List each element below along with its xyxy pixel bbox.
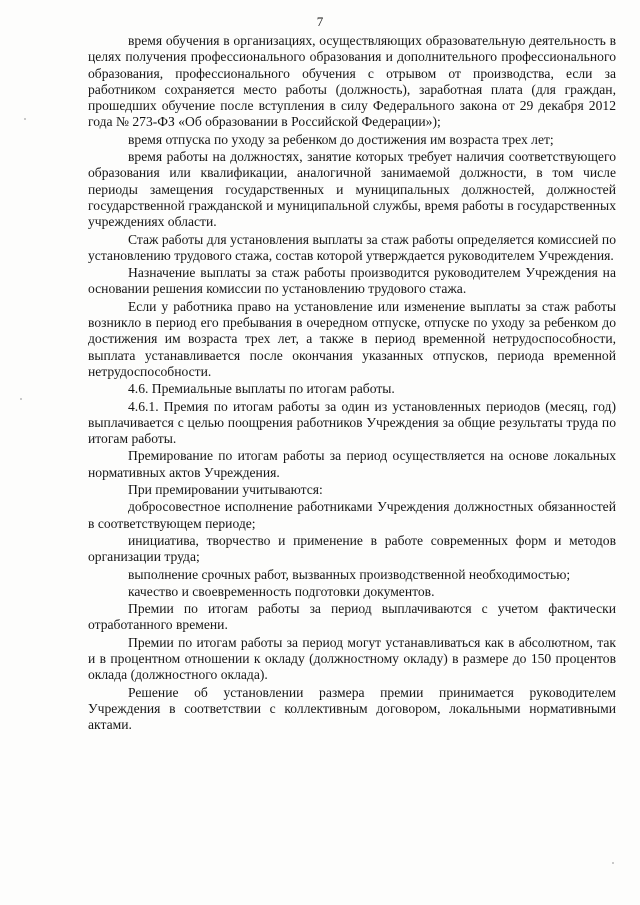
paragraph-bonus-amount: Премии по итогам работы за период могут устанавливаться как в абсолютном, так и в процентном отношении к окладу (должностному окладу) в размере до 150 процентов оклада (должностного оклада). — [88, 634, 616, 683]
paragraph-seniority-commission: Стаж работы для установления выплаты за стаж работы определяется комиссией по установлению трудового стажа, состав которой утверждается руководителем Учреждения. — [88, 231, 616, 263]
paragraph-bonus-time-worked: Премии по итогам работы за период выплачиваются с учетом фактически отработанного времени. — [88, 601, 616, 633]
paragraph-seniority-change: Если у работника право на установление или изменение выплаты за стаж работы возникло в период его пребывания в очередном отпуске, отпуске по уходу за ребенком до достижения им возраста трех лет, а также в период временной нетрудоспособности, выплата устанавливается после окончания указанных отпусков, периода временной нетрудоспособности. — [88, 298, 616, 379]
scan-speck — [24, 118, 26, 120]
paragraph-bonus-decision: Решение об установлении размера премии принимается руководителем Учреждения в соответствии с коллективным договором, локальными нормативными актами. — [88, 684, 616, 733]
scan-speck — [20, 398, 22, 400]
paragraph-bonus-local-acts: Премирование по итогам работы за период осуществляется на основе локальных нормативных актов Учреждения. — [88, 448, 616, 480]
criterion-urgent-work: выполнение срочных работ, вызванных производственной необходимостью; — [128, 566, 571, 582]
section-heading-4-6: 4.6. Премиальные выплаты по итогам работы. — [128, 381, 395, 397]
paragraph-seniority-assignment: Назначение выплаты за стаж работы производится руководителем Учреждения на основании решения комиссии по установлению трудового стажа. — [88, 265, 616, 297]
document-body — [88, 33, 616, 734]
paragraph-bonus-criteria-intro: При премировании учитываются: — [128, 482, 323, 498]
scan-speck — [612, 862, 614, 864]
paragraph-childcare-leave: время отпуска по уходу за ребенком до достижения им возраста трех лет; — [128, 131, 554, 147]
page-number: 7 — [316, 14, 324, 29]
paragraph-4-6-1: 4.6.1. Премия по итогам работы за один из установленных периодов (месяц, год) выплачивается с целью поощрения работников Учреждения за общие результаты труда по итогам работы. — [88, 398, 616, 447]
paragraph-work-positions: время работы на должностях, занятие которых требует наличия соответствующего образования или квалификации, аналогичной занимаемой должности, в том числе периоды замещения государственных и муниципальных должностей, должностей государственной гражданской и муниципальной службы, время работы в государственных учреждениях области. — [88, 149, 616, 230]
criterion-document-quality: качество и своевременность подготовки документов. — [128, 583, 435, 599]
criterion-initiative: инициатива, творчество и применение в работе современных форм и методов организации труда; — [88, 532, 616, 565]
criterion-duties: добросовестное исполнение работниками Учреждения должностных обязанностей в соответствующем периоде; — [88, 499, 616, 531]
paragraph-training-period: время обучения в организациях, осуществляющих образовательную деятельность в целях получения профессионального образования и дополнительного профессионального образования, профессионального обучения с отрывом от производства, если за работником сохраняется место работы (должность), заработная плата (для граждан, прошедших обучение после вступления в силу Федерального закона от 29 декабря 2012 года № 273-ФЗ «Об образовании в Российской Федерации»); — [88, 33, 616, 130]
